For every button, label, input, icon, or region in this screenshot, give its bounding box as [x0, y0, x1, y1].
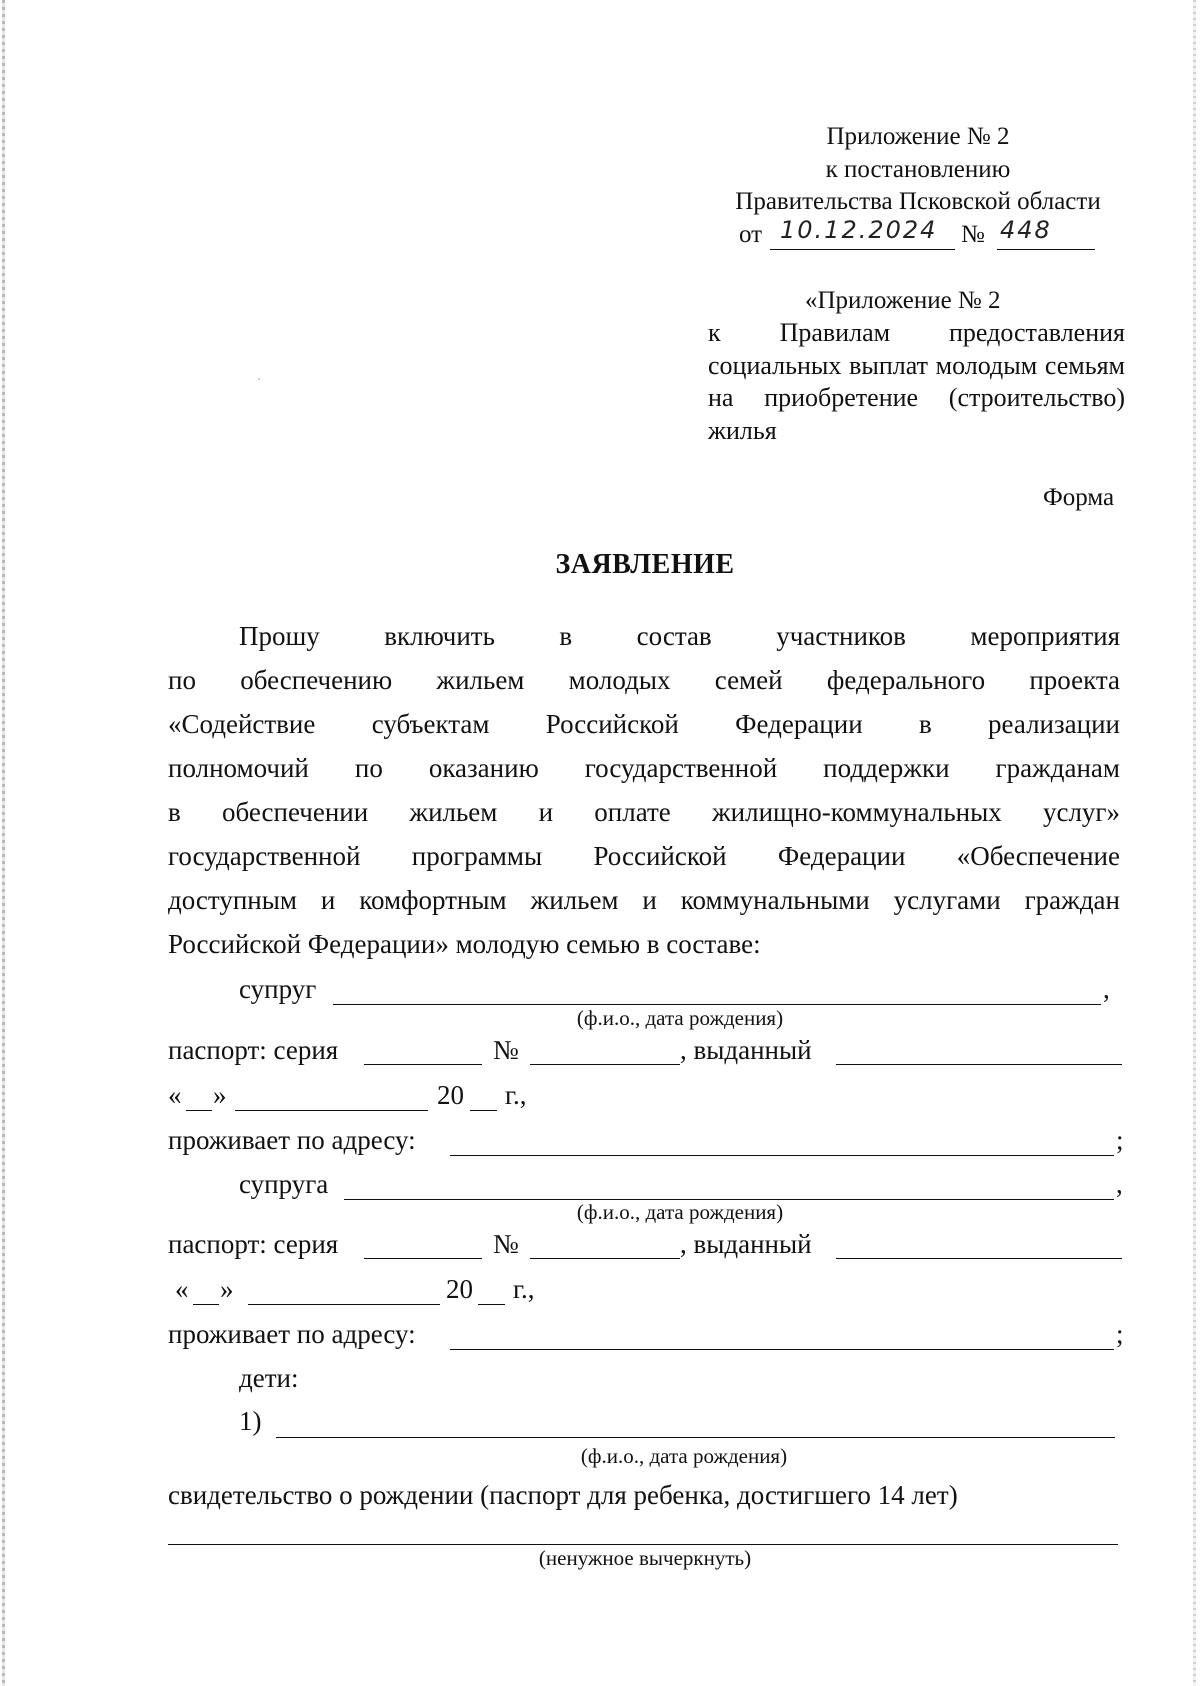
- paragraph-line-3: «Содействие субъектам Российской Федерации в реализации: [168, 709, 1120, 739]
- paragraph-line-6: государственной программы Российской Федерации «Обеспечение: [168, 841, 1120, 871]
- handwritten-date: 10.12.2024: [780, 216, 938, 244]
- birth-certificate-label: свидетельство о рождении (паспорт для ребенка, достигшего 14 лет): [168, 1480, 958, 1510]
- husband-semicolon: ;: [1116, 1125, 1124, 1155]
- paragraph-line-8: Российской Федерации» молодую семью в составе:: [168, 929, 761, 959]
- wife-label: супруга: [239, 1169, 329, 1199]
- government-name: Правительства Псковской области: [735, 188, 1101, 215]
- wife-date-close: »: [220, 1274, 234, 1304]
- wife-passport-series-field[interactable]: [364, 1230, 482, 1259]
- handwritten-number: 448: [1000, 216, 1052, 244]
- wife-issue-day-field[interactable]: [193, 1276, 219, 1305]
- child-fio-hint: (ф.и.о., дата рождения): [580, 1444, 788, 1468]
- wife-issued-by-field[interactable]: [836, 1230, 1122, 1259]
- form-label: Форма: [1043, 484, 1115, 511]
- wife-address-label: проживает по адресу:: [168, 1319, 416, 1349]
- from-label: от: [739, 221, 763, 248]
- husband-date-open: «: [168, 1080, 182, 1110]
- children-label: дети:: [239, 1363, 299, 1393]
- wife-passport-number-field[interactable]: [530, 1230, 680, 1259]
- strike-hint: (ненужное вычеркнуть): [538, 1546, 752, 1570]
- husband-passport-series-field[interactable]: [364, 1036, 482, 1065]
- husband-passport-series-label: паспорт: серия: [168, 1035, 339, 1065]
- appendix-ref-title: «Приложение № 2: [805, 287, 1001, 314]
- husband-fio-field[interactable]: [333, 975, 1101, 1005]
- child-1-number: 1): [239, 1406, 262, 1436]
- scan-left-edge: [2, 0, 5, 1686]
- husband-fio-hint: (ф.и.о., дата рождения): [576, 1006, 784, 1030]
- husband-issued-by-field[interactable]: [836, 1036, 1122, 1065]
- husband-date-close: »: [213, 1080, 227, 1110]
- husband-issue-month-field[interactable]: [235, 1082, 428, 1111]
- husband-comma: ,: [1103, 974, 1110, 1004]
- scan-right-edge: [1193, 0, 1196, 1686]
- wife-passport-series-label: паспорт: серия: [168, 1229, 339, 1259]
- appendix-ref-text: к Правилам предоставления социальных выплат молодым семьям на приобретение (строительство) жилья: [708, 318, 1125, 445]
- child-1-fio-field[interactable]: [276, 1407, 1115, 1438]
- husband-address-label: проживает по адресу:: [168, 1125, 416, 1155]
- wife-issue-month-field[interactable]: [248, 1276, 440, 1305]
- number-label: №: [961, 221, 985, 248]
- paragraph-line-2: по обеспечению жильем молодых семей федерального проекта: [168, 665, 1120, 695]
- husband-year-suffix: г.,: [505, 1080, 527, 1110]
- wife-fio-hint: (ф.и.о., дата рождения): [576, 1200, 784, 1224]
- husband-year-prefix: 20: [437, 1080, 464, 1110]
- wife-issue-year-field[interactable]: [478, 1276, 505, 1305]
- to-resolution: к постановлению: [825, 156, 1011, 183]
- wife-comma: ,: [1116, 1169, 1123, 1199]
- husband-label: супруг: [239, 974, 317, 1004]
- husband-issue-day-field[interactable]: [186, 1082, 212, 1111]
- wife-year-suffix: г.,: [513, 1274, 535, 1304]
- husband-number-sign: №: [493, 1035, 519, 1065]
- wife-date-open: «: [175, 1274, 189, 1304]
- wife-semicolon: ;: [1116, 1319, 1124, 1349]
- paragraph-line-1: Прошу включить в состав участников мероприятия: [239, 621, 1120, 651]
- document-title: ЗАЯВЛЕНИЕ: [555, 549, 735, 580]
- paragraph-line-4: полномочий по оказанию государственной поддержки гражданам: [168, 753, 1120, 783]
- wife-address-field[interactable]: [450, 1321, 1114, 1350]
- paragraph-line-5: в обеспечении жильем и оплате жилищно-коммунальных услуг»: [168, 797, 1120, 827]
- paragraph-line-7: доступным и комфортным жильем и коммунальными услугами граждан: [168, 885, 1120, 915]
- wife-number-sign: №: [493, 1229, 519, 1259]
- appendix-number: Приложение № 2: [826, 123, 1010, 150]
- husband-address-field[interactable]: [450, 1127, 1114, 1156]
- husband-issued-label: , выданный: [680, 1035, 812, 1065]
- scan-speck: [258, 378, 260, 380]
- wife-fio-field[interactable]: [344, 1170, 1114, 1200]
- wife-year-prefix: 20: [446, 1274, 473, 1304]
- husband-passport-number-field[interactable]: [530, 1036, 680, 1065]
- birth-certificate-field[interactable]: [168, 1520, 1118, 1545]
- husband-issue-year-field[interactable]: [470, 1082, 497, 1111]
- wife-issued-label: , выданный: [680, 1229, 812, 1259]
